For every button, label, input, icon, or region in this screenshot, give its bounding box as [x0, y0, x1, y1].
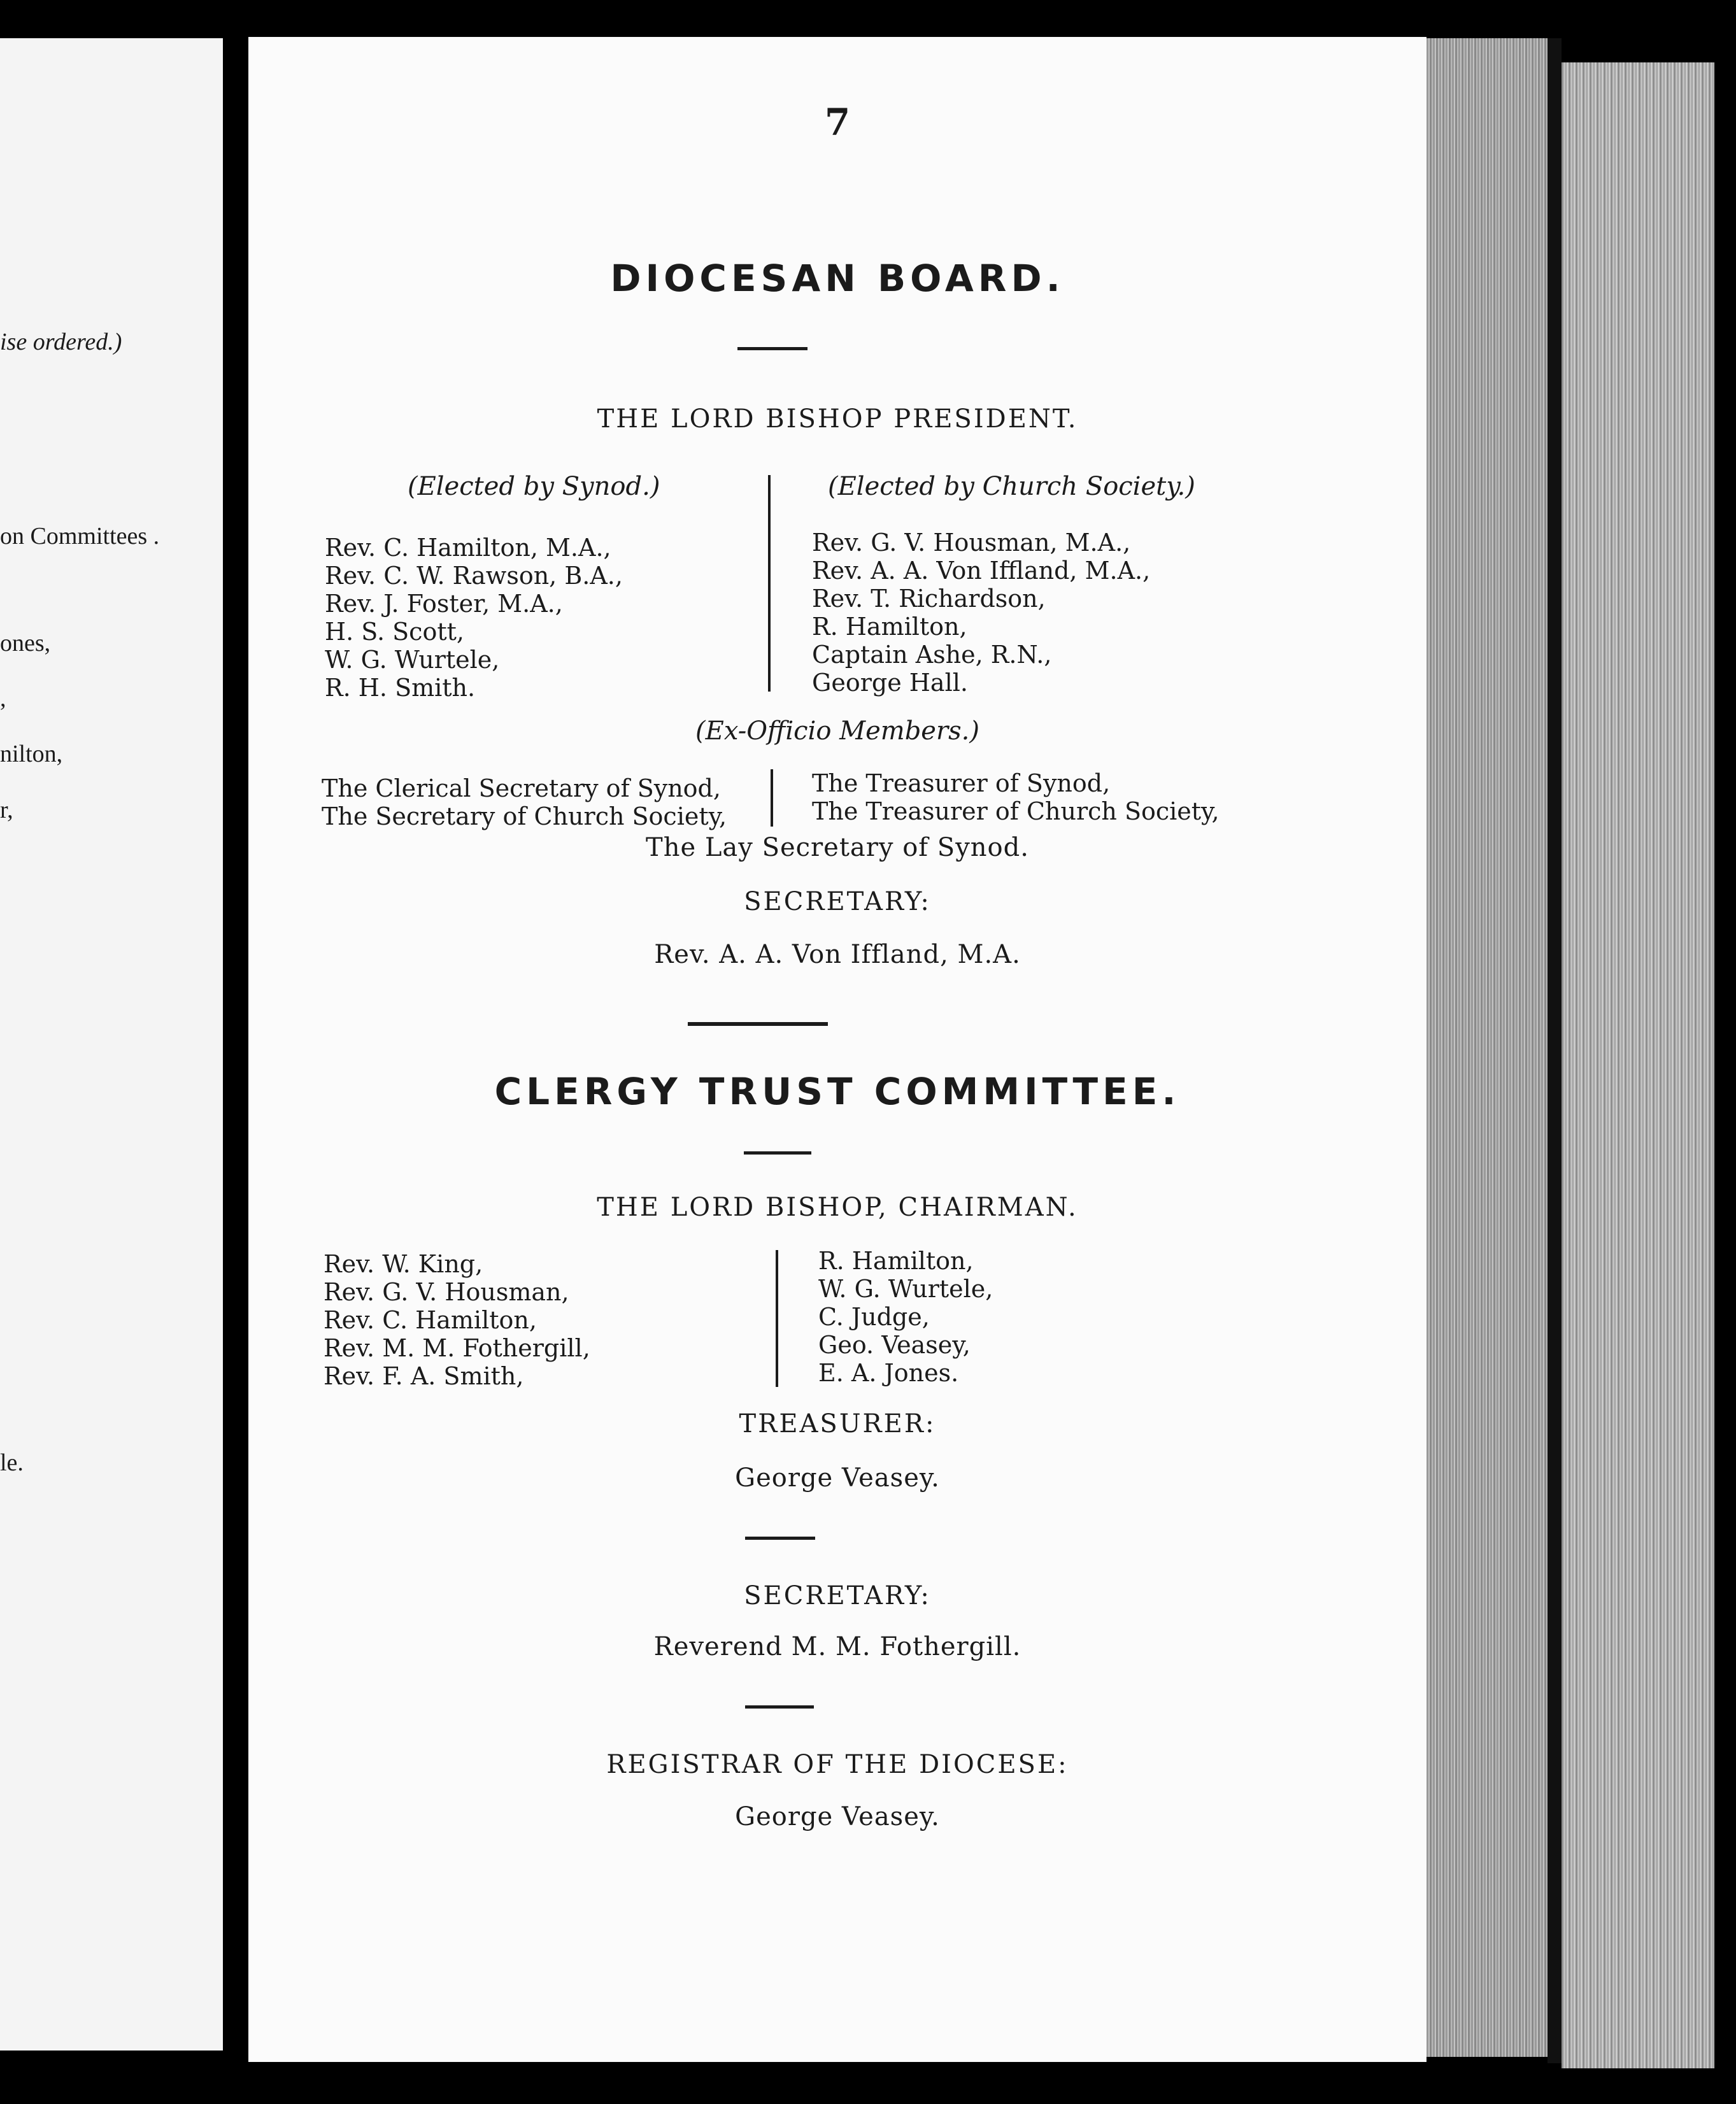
left-fragment: ones, [0, 630, 51, 657]
list-item: Rev. C. Hamilton, M.A., [325, 534, 611, 562]
left-fragment: nilton, [0, 741, 63, 767]
list-item: Geo. Veasey, [818, 1331, 971, 1359]
church-society-heading: (Elected by Church Society.) [828, 472, 1195, 501]
ex-officio-heading: (Ex-Officio Members.) [695, 716, 979, 746]
document-page [248, 37, 1427, 2062]
trust-members-left [324, 1250, 590, 1390]
list-item: Rev. G. V. Housman, [324, 1278, 569, 1306]
list-item: The Treasurer of Synod, [812, 769, 1111, 797]
registrar-heading: REGISTRAR OF THE DIOCESE: [606, 1750, 1069, 1779]
left-fragment: , [0, 685, 6, 712]
ex-officio-left-list [322, 774, 727, 830]
left-fragment: le. [0, 1449, 24, 1476]
left-fragment: on Committees . [0, 523, 160, 550]
list-item: Rev. C. Hamilton, [324, 1306, 537, 1334]
column-divider [776, 1250, 778, 1387]
list-item: Rev. A. A. Von Iffland, M.A., [812, 557, 1151, 585]
list-item: W. G. Wurtele, [818, 1275, 993, 1303]
column-divider [771, 769, 773, 827]
left-facing-page [0, 38, 223, 2051]
trust-secretary-heading: SECRETARY: [744, 1581, 931, 1610]
clergy-trust-title: CLERGY TRUST COMMITTEE. [494, 1070, 1181, 1113]
secretary-heading: SECRETARY: [744, 887, 931, 916]
divider [744, 1151, 811, 1155]
list-item: R. Hamilton, [812, 613, 967, 641]
list-item: E. A. Jones. [818, 1359, 959, 1387]
ex-officio-right-list [812, 769, 1220, 825]
left-fragment: ise ordered.) [0, 329, 122, 355]
chairman-line: THE LORD BISHOP, CHAIRMAN. [597, 1193, 1078, 1222]
trust-members-right [818, 1247, 993, 1387]
list-item: Rev. W. King, [324, 1250, 483, 1278]
church-society-members-list [812, 529, 1150, 697]
page-edges-back [1562, 62, 1714, 2068]
list-item: W. G. Wurtele, [325, 646, 500, 674]
treasurer-name: George Veasey. [735, 1463, 940, 1493]
treasurer-heading: TREASURER: [739, 1409, 936, 1439]
president-line: THE LORD BISHOP PRESIDENT. [597, 404, 1078, 434]
list-item: C. Judge, [818, 1303, 930, 1331]
list-item: The Clerical Secretary of Synod, [322, 774, 721, 802]
list-item: The Secretary of Church Society, [322, 802, 727, 830]
list-item: R. H. Smith. [325, 674, 476, 702]
list-item: H. S. Scott, [325, 618, 464, 646]
ex-officio-center: The Lay Secretary of Synod. [646, 833, 1029, 862]
divider [737, 347, 808, 350]
list-item: Rev. F. A. Smith, [324, 1362, 524, 1390]
page-number: 7 [824, 101, 851, 144]
book-gap [1547, 38, 1562, 2063]
list-item: Rev. G. V. Housman, M.A., [812, 529, 1131, 557]
synod-heading: (Elected by Synod.) [408, 472, 660, 501]
divider [745, 1705, 814, 1709]
list-item: Rev. C. W. Rawson, B.A., [325, 562, 623, 590]
left-fragment: r, [0, 797, 13, 823]
list-item: Captain Ashe, R.N., [812, 641, 1052, 669]
secretary-name: Rev. A. A. Von Iffland, M.A. [654, 940, 1021, 969]
list-item: Rev. T. Richardson, [812, 585, 1046, 613]
diocesan-board-title: DIOCESAN BOARD. [610, 257, 1065, 300]
column-divider [768, 475, 771, 692]
registrar-name: George Veasey. [735, 1802, 940, 1831]
list-item: The Treasurer of Church Society, [812, 797, 1220, 825]
divider [745, 1537, 815, 1540]
trust-secretary-name: Reverend M. M. Fothergill. [653, 1632, 1021, 1661]
list-item: George Hall. [812, 669, 968, 697]
page-edges [1423, 38, 1547, 2057]
divider-double [688, 1022, 828, 1026]
list-item: Rev. M. M. Fothergill, [324, 1334, 590, 1362]
list-item: R. Hamilton, [818, 1247, 974, 1275]
synod-members-list [325, 534, 623, 702]
list-item: Rev. J. Foster, M.A., [325, 590, 563, 618]
